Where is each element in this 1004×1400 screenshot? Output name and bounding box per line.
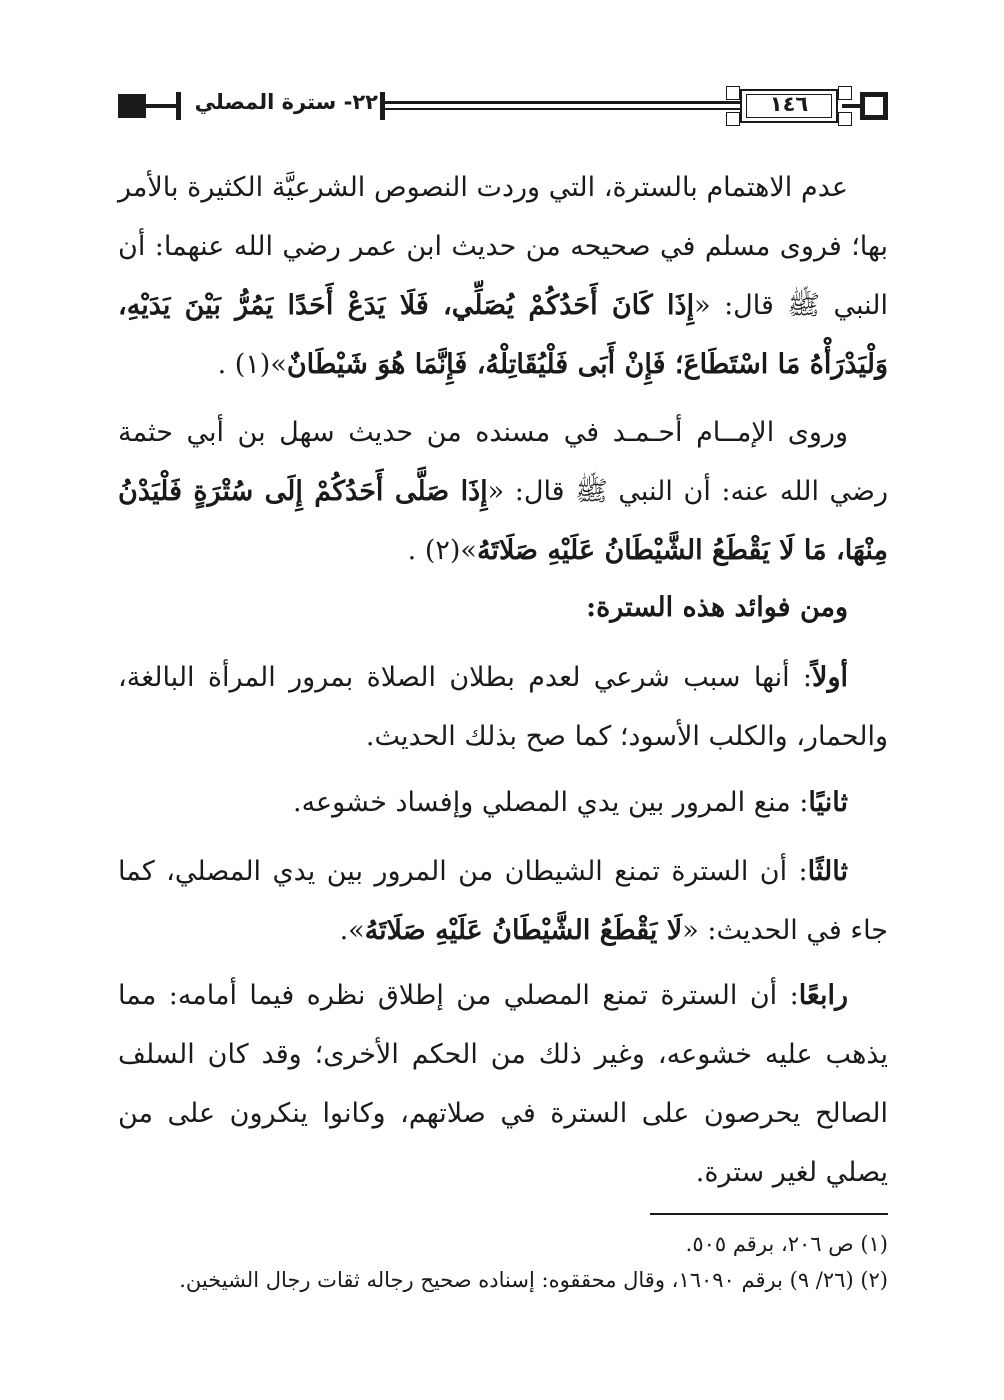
running-header [118,84,888,130]
benefit-2 [118,773,888,832]
frame-corner [838,112,852,126]
paragraph-end: »(٢) . [407,535,477,566]
benefit-text: : أنها سبب شرعي لعدم بطلان الصلاة بمرور المرأة البالغة، والحمار، والكلب الأسود؛ كما صح بذلك الحديث. [118,662,888,752]
frame-corner [726,112,740,126]
frame-corner [726,86,740,100]
benefit-text: : منع المرور بين يدي المصلي وإفساد خشوعه. [292,787,809,818]
header-right-square [860,92,888,120]
footnote-separator [650,1213,888,1215]
benefit-lead: رابعًا [798,980,848,1011]
header-left-block [118,94,146,118]
paragraph-text: عدم الاهتمام بالسترة، التي وردت النصوص الشرعيَّة الكثيرة بالأمر بها؛ فروى مسلم في صحيحه من حديث ابن عمر رضي الله عنهما: أن النبي ﷺ قال: « [118,172,888,321]
section-heading: ومن فوائد هذه السترة: [586,592,848,623]
header-rule-mid-bottom [385,108,740,110]
page-number-box [740,89,838,123]
header-rule-mid-top [385,101,740,104]
header-bar-mid [380,92,385,120]
page-number: ١٤٦ [769,92,809,116]
benefit-lead: أولاً [812,662,848,693]
benefit-lead: ثالثًا [807,856,848,887]
page-number-frame [718,86,860,126]
frame-corner [838,86,852,100]
benefit-3 [118,842,888,960]
hadith-quote: إِذَا صَلَّى أَحَدُكُمْ إِلَى سُتْرَةٍ فَلْيَدْنُ مِنْهَا، مَا لَا يَقْطَعُ الشَّيْطَانُ عَلَيْهِ صَلَاتَهُ [118,476,888,566]
chapter-title: ٢٢- سترة المصلي [194,90,378,114]
benefit-4 [118,966,888,1202]
benefits-heading [118,578,888,637]
hadith-quote: إِذَا كَانَ أَحَدُكُمْ يُصَلِّي، فَلَا يَدَعْ أَحَدًا يَمُرُّ بَيْنَ يَدَيْهِ، وَلْيَدْرَأْهُ مَا اسْتَطَاعَ؛ فَإِنْ أَبَى فَلْيُقَاتِلْهُ، فَإِنَّمَا هُوَ شَيْطَانٌ [118,290,888,380]
benefit-text: : أن السترة تمنع المصلي من إطلاق نظره فيما أمامه: مما يذهب عليه خشوعه، وغير ذلك من الحكم الأخرى؛ وقد كان السلف الصالح يحرصون على السترة في صلاتهم، وكانوا ينكرون على من يصلي لغير سترة. [118,980,888,1188]
paragraph-1 [118,158,888,394]
hadith-quote: لَا يَقْطَعُ الشَّيْطَانُ عَلَيْهِ صَلَاتَهُ [364,915,683,946]
benefit-1 [118,648,888,766]
paragraph-text: وروى الإمــام أحـمـد في مسنده من حديث سهل بن أبي حثمة رضي الله عنه: أن النبي ﷺ قال: « [118,417,889,507]
paragraph-end: ». [339,915,365,946]
header-rule-left [146,104,176,108]
footnote-2: (٢) (٢٦/ ٩) برقم ١٦٠٩٠، وقال محققوه: إسناده صحيح رجاله ثقات رجال الشيخين. [179,1268,888,1292]
footnote-1: (١) ص ٢٠٦، برقم ٥٠٥. [685,1232,888,1256]
paragraph-2 [118,403,888,580]
paragraph-end: »(١) . [217,349,287,380]
benefit-text: : أن السترة تمنع الشيطان من المرور بين يدي المصلي، كما جاء في الحديث: « [118,856,888,946]
header-bar-left [176,92,181,120]
benefit-lead: ثانيًا [808,787,848,818]
